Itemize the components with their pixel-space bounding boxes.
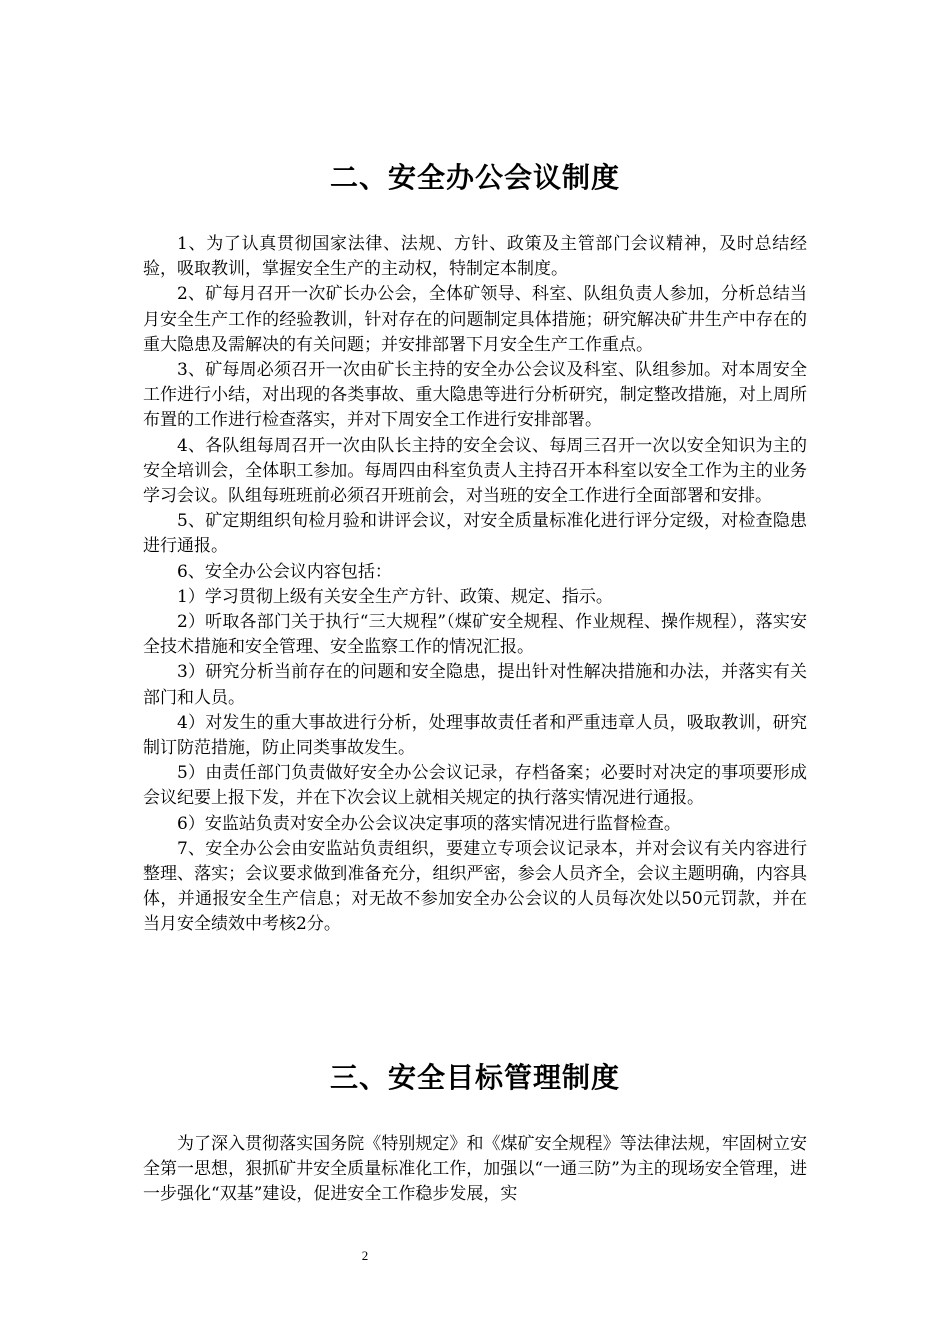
- section-body-meeting-system: [143, 232, 807, 938]
- paragraph: 3）研究分析当前存在的问题和安全隐患，提出针对性解决措施和办法，并落实有关部门和人员。: [143, 662, 807, 708]
- paragraph: 4）对发生的重大事故进行分析，处理事故责任者和严重违章人员，吸取教训，研究制订防范措施，防止同类事故发生。: [143, 712, 807, 759]
- section-body-target-management: [143, 1132, 807, 1208]
- paragraph: 1、为了认真贯彻国家法律、法规、方针、政策及主管部门会议精神，及时总结经验，吸取教训，掌握安全生产的主动权，特制定本制度。: [143, 234, 807, 280]
- section-title-target-management: 三、安全目标管理制度: [329, 1061, 620, 1094]
- paragraph: 为了深入贯彻落实国务院《特别规定》和《煤矿安全规程》等法律法规，牢固树立安全第一思想，狠抓矿井安全质量标准化工作，加强以“一通三防”为主的现场安全管理，进一步强化“双基”建设，促进安全工作稳步发展，实: [143, 1134, 807, 1205]
- paragraph: 4、各队组每周召开一次由队长主持的安全会议、每周三召开一次以安全知识为主的安全培训会，全体职工参加。每周四由科室负责人主持召开本科室以安全工作为主的业务学习会议。队组每班班前必须召开班前会，对当班的安全工作进行全面部署和安排。: [143, 435, 807, 507]
- paragraph: 2）听取各部门关于执行“三大规程”（煤矿安全规程、作业规程、操作规程），落实安全技术措施和安全管理、安全监察工作的情况汇报。: [143, 612, 807, 658]
- paragraph: 7、安全办公会由安监站负责组织，要建立专项会议记录本，并对会议有关内容进行整理、落实；会议要求做到准备充分，组织严密，参会人员齐全，会议主题明确，内容具体，并通报安全生产信息；对无故不参加安全办公会议的人员每次处以50元罚款，并在当月安全绩效中考核2分。: [143, 838, 807, 935]
- page-number: 2: [361, 1248, 369, 1263]
- paragraph: 5、矿定期组织旬检月验和讲评会议，对安全质量标准化进行评分定级，对检查隐患进行通报。: [143, 511, 807, 557]
- paragraph: 6）安监站负责对安全办公会议决定事项的落实情况进行监督检查。: [177, 813, 681, 834]
- paragraph: 3、矿每周必须召开一次由矿长主持的安全办公会议及科室、队组参加。对本周安全工作进行小结，对出现的各类事故、重大隐患等进行分析研究，制定整改措施，对上周所布置的工作进行检查落实，并对下周安全工作进行安排部署。: [143, 360, 807, 431]
- paragraph: 6、安全办公会议内容包括：: [177, 561, 392, 582]
- paragraph: 2、矿每月召开一次矿长办公会，全体矿领导、科室、队组负责人参加，分析总结当月安全生产工作的经验教训，针对存在的问题制定具体措施；研究解决矿井生产中存在的重大隐患及需解决的有关问题；并安排部署下月安全生产工作重点。: [143, 284, 807, 355]
- section-title-meeting-system: 二、安全办公会议制度: [329, 161, 620, 194]
- paragraph: 5）由责任部门负责做好安全办公会议记录，存档备案；必要时对决定的事项要形成会议纪要上报下发，并在下次会议上就相关规定的执行落实情况进行通报。: [143, 763, 807, 809]
- paragraph: 1）学习贯彻上级有关安全生产方针、政策、规定、指示。: [177, 586, 613, 607]
